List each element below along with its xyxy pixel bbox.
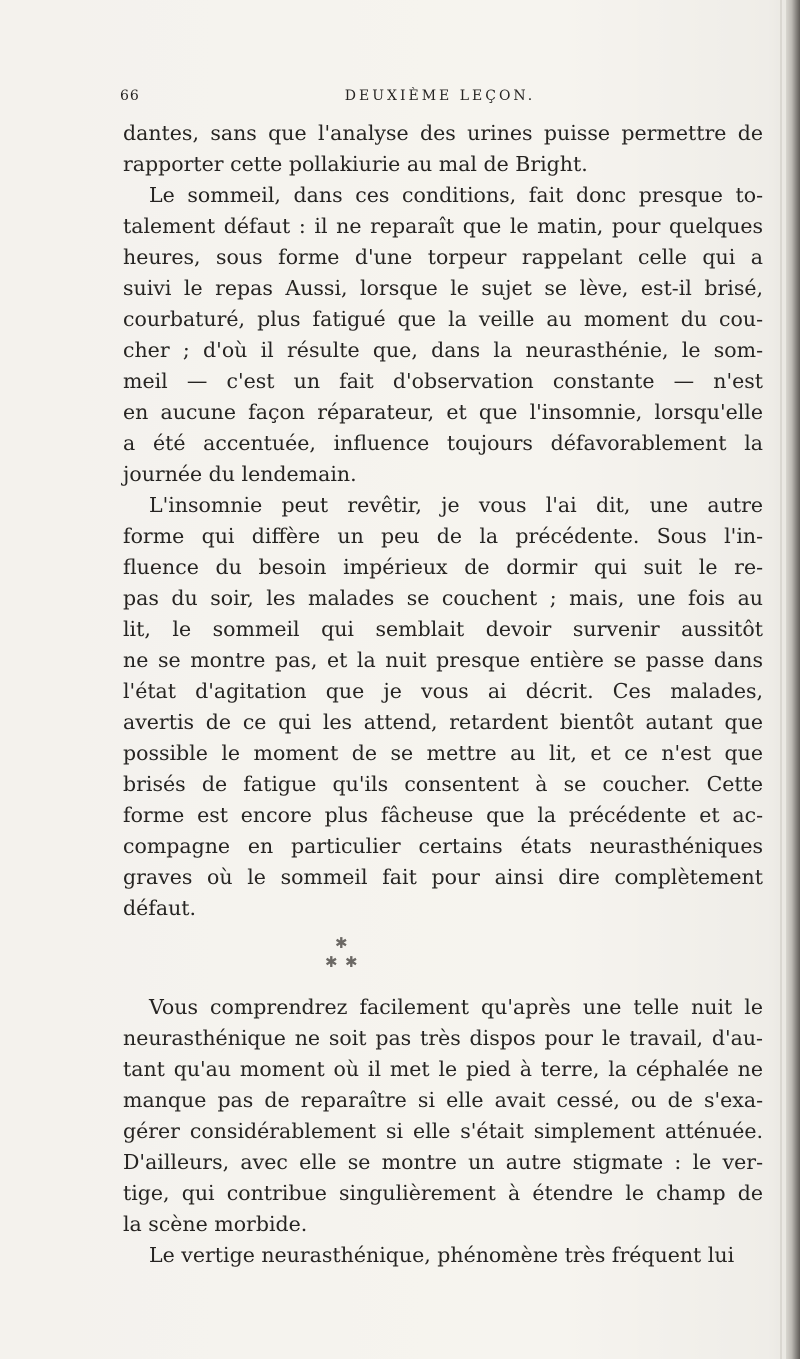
text-line: forme est encore plus fâcheuse que la précédente et ac- [123, 803, 763, 827]
section-break [123, 924, 763, 992]
asterisk-ornament: ✱ [345, 953, 358, 971]
text-line: Vous comprendrez facilement qu'après une telle nuit le [149, 995, 763, 1019]
text-line: gérer considérablement si elle s'était simplement atténuée. [123, 1119, 763, 1143]
text-line: avertis de ce qui les attend, retardent bientôt autant que [123, 710, 763, 734]
page-header [120, 88, 760, 110]
text-line: Le vertige neurasthénique, phénomène très fréquent lui [149, 1243, 735, 1267]
text-line: courbaturé, plus fatigué que la veille au moment du cou- [123, 307, 763, 331]
text-line: talement défaut : il ne reparaît que le matin, pour quelques [123, 214, 763, 238]
text-line: journée du lendemain. [123, 462, 357, 486]
text-line: défaut. [123, 896, 197, 920]
text-line: fluence du besoin impérieux de dormir qui suit le re- [123, 555, 763, 579]
text-line: pas du soir, les malades se couchent ; mais, une fois au [123, 586, 763, 610]
text-line: possible le moment de se mettre au lit, et ce n'est que [123, 741, 763, 765]
text-line: dantes, sans que l'analyse des urines puisse permettre de [123, 121, 763, 145]
page-edge-shadow [786, 0, 800, 1359]
text-line: ne se montre pas, et la nuit presque entière se passe dans [123, 648, 763, 672]
page-gutter-line [780, 0, 782, 1359]
text-line: graves où le sommeil fait pour ainsi dire complètement [123, 865, 763, 889]
text-line: heures, sous forme d'une torpeur rappelant celle qui a [123, 245, 763, 269]
text-line: la scène morbide. [123, 1212, 308, 1236]
asterisk-ornament: ✱ [335, 934, 348, 952]
text-line: compagne en particulier certains états neurasthéniques [123, 834, 763, 858]
asterisk-ornament: ✱ [325, 953, 338, 971]
text-line: forme qui diffère un peu de la précédente. Sous l'in- [123, 524, 763, 548]
text-line: l'état d'agitation que je vous ai décrit. Ces malades, [123, 679, 763, 703]
running-head: DEUXIÈME LEÇON. [344, 88, 536, 104]
text-line: brisés de fatigue qu'ils consentent à se coucher. Cette [123, 772, 763, 796]
text-line: cher ; d'où il résulte que, dans la neurasthénie, le som- [123, 338, 763, 362]
body-text [123, 118, 763, 1271]
text-line: meil — c'est un fait d'observation constante — n'est [123, 369, 763, 393]
text-line: a été accentuée, influence toujours défavorablement la [123, 431, 763, 455]
text-line: suivi le repas Aussi, lorsque le sujet se lève, est-il brisé, [123, 276, 763, 300]
text-line: D'ailleurs, avec elle se montre un autre stigmate : le ver- [123, 1150, 763, 1174]
text-line: en aucune façon réparateur, et que l'insomnie, lorsqu'elle [123, 400, 763, 424]
text-line: tige, qui contribue singulièrement à étendre le champ de [123, 1181, 763, 1205]
text-line: Le sommeil, dans ces conditions, fait donc presque to- [149, 183, 763, 207]
text-line: L'insomnie peut revêtir, je vous l'ai dit, une autre [149, 493, 763, 517]
page-number: 66 [120, 88, 140, 104]
text-line: tant qu'au moment où il met le pied à terre, la céphalée ne [123, 1057, 763, 1081]
text-line: lit, le sommeil qui semblait devoir survenir aussitôt [123, 617, 763, 641]
text-line: neurasthénique ne soit pas très dispos pour le travail, d'au- [123, 1026, 763, 1050]
text-line: rapporter cette pollakiurie au mal de Bright. [123, 152, 588, 176]
text-line: manque pas de reparaître si elle avait cessé, ou de s'exa- [123, 1088, 763, 1112]
